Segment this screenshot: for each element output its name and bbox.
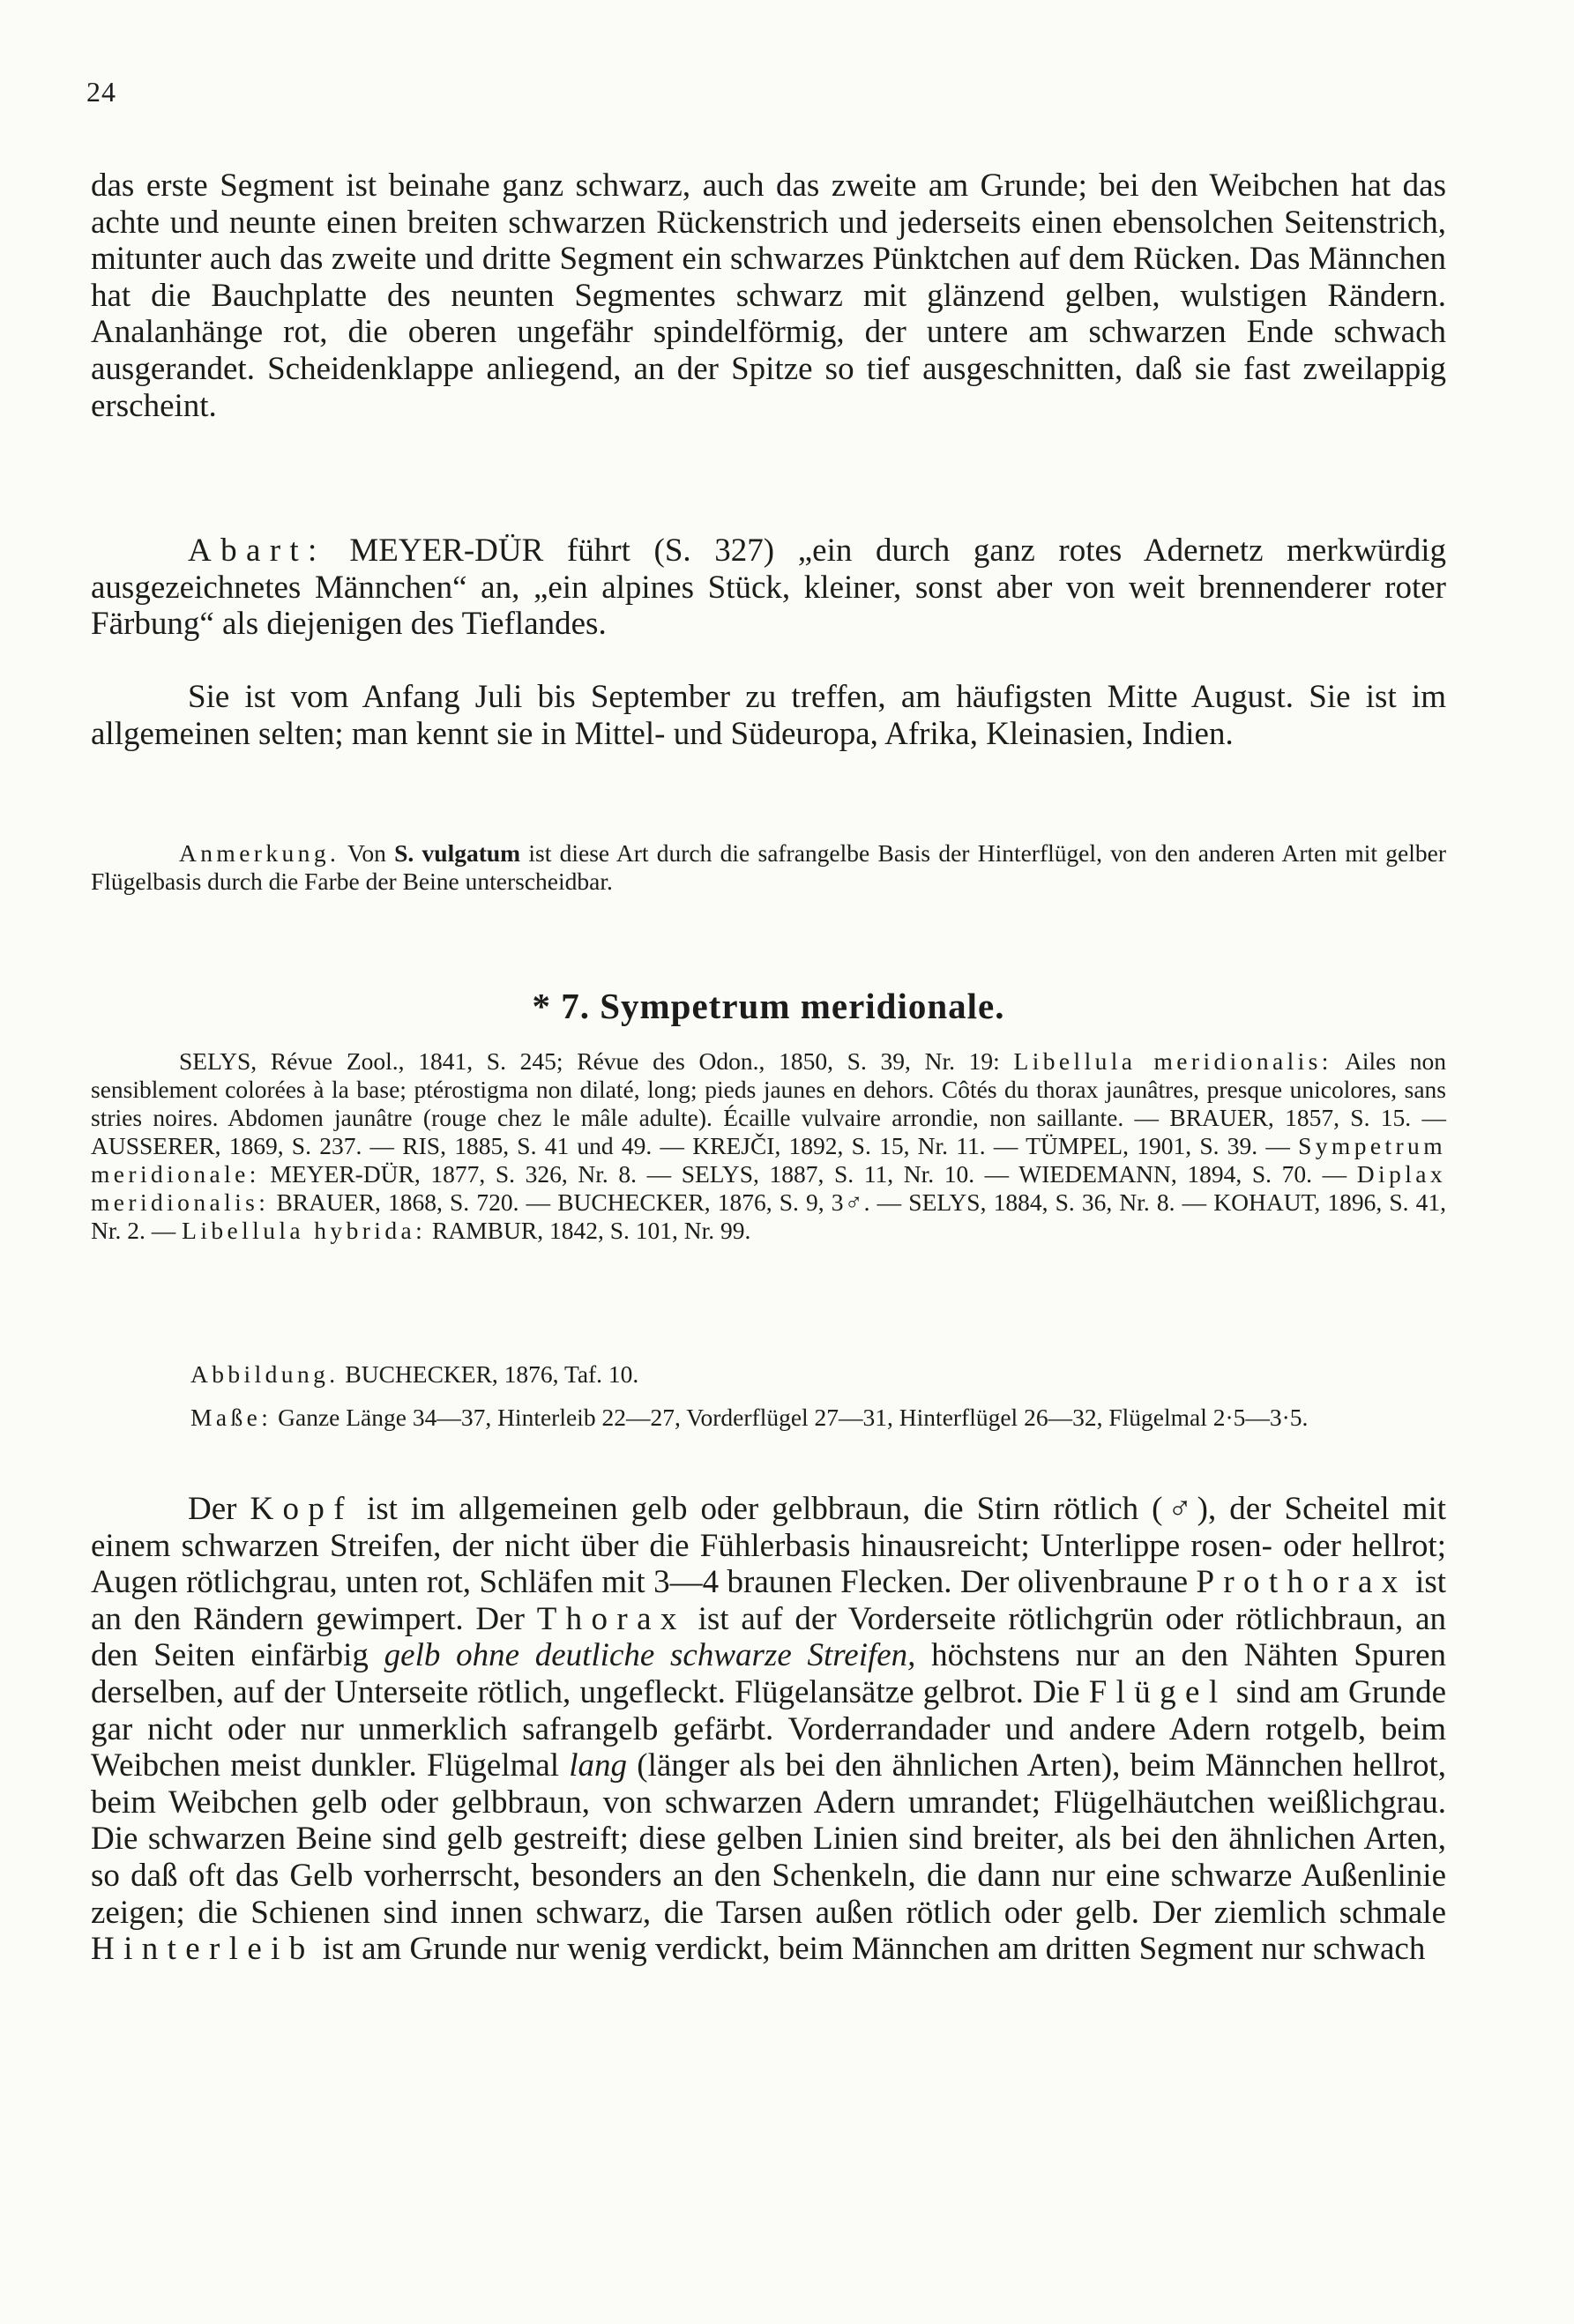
page-number: 24 — [86, 76, 116, 108]
season-text: Sie ist vom Anfang Juli bis September zu treffen, am häufigsten Mitte August. Sie ist im allgemeinen selten; man kennt sie in Mittel- und Südeuropa, Afrika, Kleinasien, Indien. — [91, 679, 1446, 752]
literature-text-2: Ailes non sensiblement colorées à la base; ptérostigma non dilaté, long; pieds jaunes en dehors. Côtés du thorax jaunâtres, presque unicolores, sans stries noires. Abdomen jaunâtre (rouge chez le mâle adulte). Écaille vulvaire arrondie, non saillante. — BRAUER, 1857, S. 15. — AUSSERER, 1869, S. 237. — RIS, 1885, S. 41 und 49. — KREJČI, 1892, S. 15, Nr. 11. — TÜMPEL, 1901, S. 39. — — [91, 1047, 1447, 1159]
term-thorax: Thorax — [536, 1600, 686, 1637]
abart-text: MEYER-DÜR führt (S. 327) „ein durch ganz rotes Adernetz merkwürdig ausgezeichnetes Männchen“ an, „ein alpines Stück, kleiner, sonst aber von weit brennenderer roter Färbung“ als diejenigen des Tieflandes. — [91, 533, 1446, 643]
desc-text-7: (länger als bei den ähnlichen Arten), beim Männchen hellrot, beim Weibchen gelb oder gelbbraun, von schwarzen Adern umrandet; Flügelhäutchen weißlichgrau. Die schwarzen Beine sind gelb gestreift; diese gelben Linien sind breiter, als bei den ähnlichen Arten, so daß oft das Gelb vorherrscht, besonders an den Schenkeln, die dann nur eine schwarze Außenlinie zeigen; die Schienen sind innen schwarz, die Tarsen außen rötlich oder gelb. Der ziemlich schmale — [91, 1747, 1447, 1931]
abbildung-block — [91, 1360, 1446, 1389]
abart-block — [91, 533, 1446, 643]
synonym-sympetrum-meridionale: Sympetrum meridionale: — [91, 1132, 1446, 1188]
paragraph-masse — [91, 1404, 1446, 1432]
desc-text-5: höchstens nur an den Nähten Spuren derselben, auf der Unterseite rötlich, ungefleckt. Flügelansätze gelbrot. Die — [91, 1637, 1447, 1710]
masse-label: Maße: — [190, 1404, 272, 1431]
desc-text-1: Der — [188, 1491, 237, 1527]
literature-text-5: RAMBUR, 1842, S. 101, Nr. 99. — [432, 1217, 751, 1244]
term-hinterleib: Hinterleib — [91, 1931, 315, 1968]
literature-block — [91, 1047, 1446, 1245]
species-heading: * 7. Sympetrum meridionale. — [532, 986, 1005, 1026]
desc-italic-2: lang — [569, 1747, 628, 1784]
literature-text-1: SELYS, Révue Zool., 1841, S. 245; Révue des Odon., 1850, S. 39, Nr. 19: — [179, 1047, 1000, 1075]
anmerkung-block — [91, 839, 1446, 896]
synonym-libellula-hybrida: Libellula hybrida: — [182, 1217, 427, 1244]
paragraph-anmerkung — [91, 839, 1446, 896]
abbildung-text: BUCHECKER, 1876, Taf. 10. — [345, 1360, 639, 1388]
paragraph-literature — [91, 1047, 1446, 1245]
desc-text-6: sind am Grunde gar nicht oder nur unmerklich safrangelb gefärbt. Vorderrandader und andere Adern rotgelb, beim Weibchen meist dunkler. Flügelmal — [91, 1673, 1447, 1784]
term-prothorax: Prothorax — [1196, 1564, 1407, 1601]
paragraph-coloration: das erste Segment ist beinahe ganz schwarz, auch das zweite am Grunde; bei den Weibchen hat das achte und neunte einen breiten schwarzen Rückenstrich und jederseits einen ebensolchen Seitenstrich, mitunter auch das zweite und dritte Segment ein schwarzes Pünktchen auf dem Rücken. Das Männchen hat die Bauchplatte des neunten Segmentes schwarz mit glänzend gelben, wulstigen Rändern. Analanhänge rot, die oberen ungefähr spindelförmig, der untere am schwarzen Ende schwach ausgerandet. Scheidenklappe anliegend, an der Spitze so tief ausgeschnitten, daß sie fast zweilappig erscheint. — [91, 168, 1446, 424]
desc-italic-1: gelb ohne deutliche schwarze Streifen, — [384, 1637, 916, 1674]
abart-label: Abart: — [188, 533, 326, 569]
anmerkung-label: Anmerkung. — [179, 839, 340, 867]
paragraph-season — [91, 679, 1446, 752]
abbildung-label: Abbildung. — [190, 1360, 339, 1388]
term-kopf: Kopf — [250, 1491, 354, 1527]
desc-text-3: ist an den Rändern gewimpert. Der — [91, 1564, 1447, 1637]
paragraph-morphology — [91, 1491, 1446, 1968]
season-block — [91, 679, 1446, 752]
synonym-libellula-meridionalis: Libellula meridionalis: — [1013, 1047, 1332, 1075]
morphology-block — [91, 1491, 1446, 1968]
desc-text-8: ist am Grunde nur wenig verdickt, beim Männchen am dritten Segment nur schwach — [322, 1931, 1426, 1968]
masse-text: Ganze Länge 34—37, Hinterleib 22—27, Vorderflügel 27—31, Hinterflügel 26—32, Flügelmal 2·5—3·5. — [278, 1404, 1309, 1431]
desc-text-2: ist im allgemeinen gelb oder gelbbraun, die Stirn rötlich (♂), der Scheitel mit einem schwarzen Streifen, der nicht über die Fühlerbasis hinausreicht; Unterlippe rosen- oder hellrot; Augen rötlichgrau, unten rot, Schläfen mit 3—4 braunen Flecken. Der olivenbraune — [91, 1491, 1447, 1601]
literature-text-4: BRAUER, 1868, S. 720. — BUCHECKER, 1876, S. 9, 3♂. — SELYS, 1884, S. 36, Nr. 8. — KOHAUT, 1896, S. 41, Nr. 2. — — [91, 1188, 1447, 1244]
anmerkung-post: ist diese Art durch die safrangelbe Basis der Hinterflügel, von den anderen Arten mit gelber Flügelbasis durch die Farbe der Beine unterscheidbar. — [91, 839, 1446, 895]
anmerkung-species: S. vulgatum — [394, 839, 521, 867]
synonym-diplax-meridionalis: Diplax meridionalis: — [91, 1160, 1447, 1216]
literature-text-3: MEYER-DÜR, 1877, S. 326, Nr. 8. — SELYS, 1887, S. 11, Nr. 10. — WIEDEMANN, 1894, S. 70. — — [270, 1160, 1347, 1188]
anmerkung-pre: Von — [347, 839, 386, 867]
paragraph-abbildung — [91, 1360, 1446, 1389]
description-continued — [91, 168, 1446, 424]
paragraph-abart — [91, 533, 1446, 643]
term-fluegel: Flügel — [1088, 1673, 1227, 1710]
masse-block — [91, 1404, 1446, 1432]
desc-text-4: ist auf der Vorderseite rötlichgrün oder rötlichbraun, an den Seiten einfärbig — [91, 1600, 1447, 1674]
